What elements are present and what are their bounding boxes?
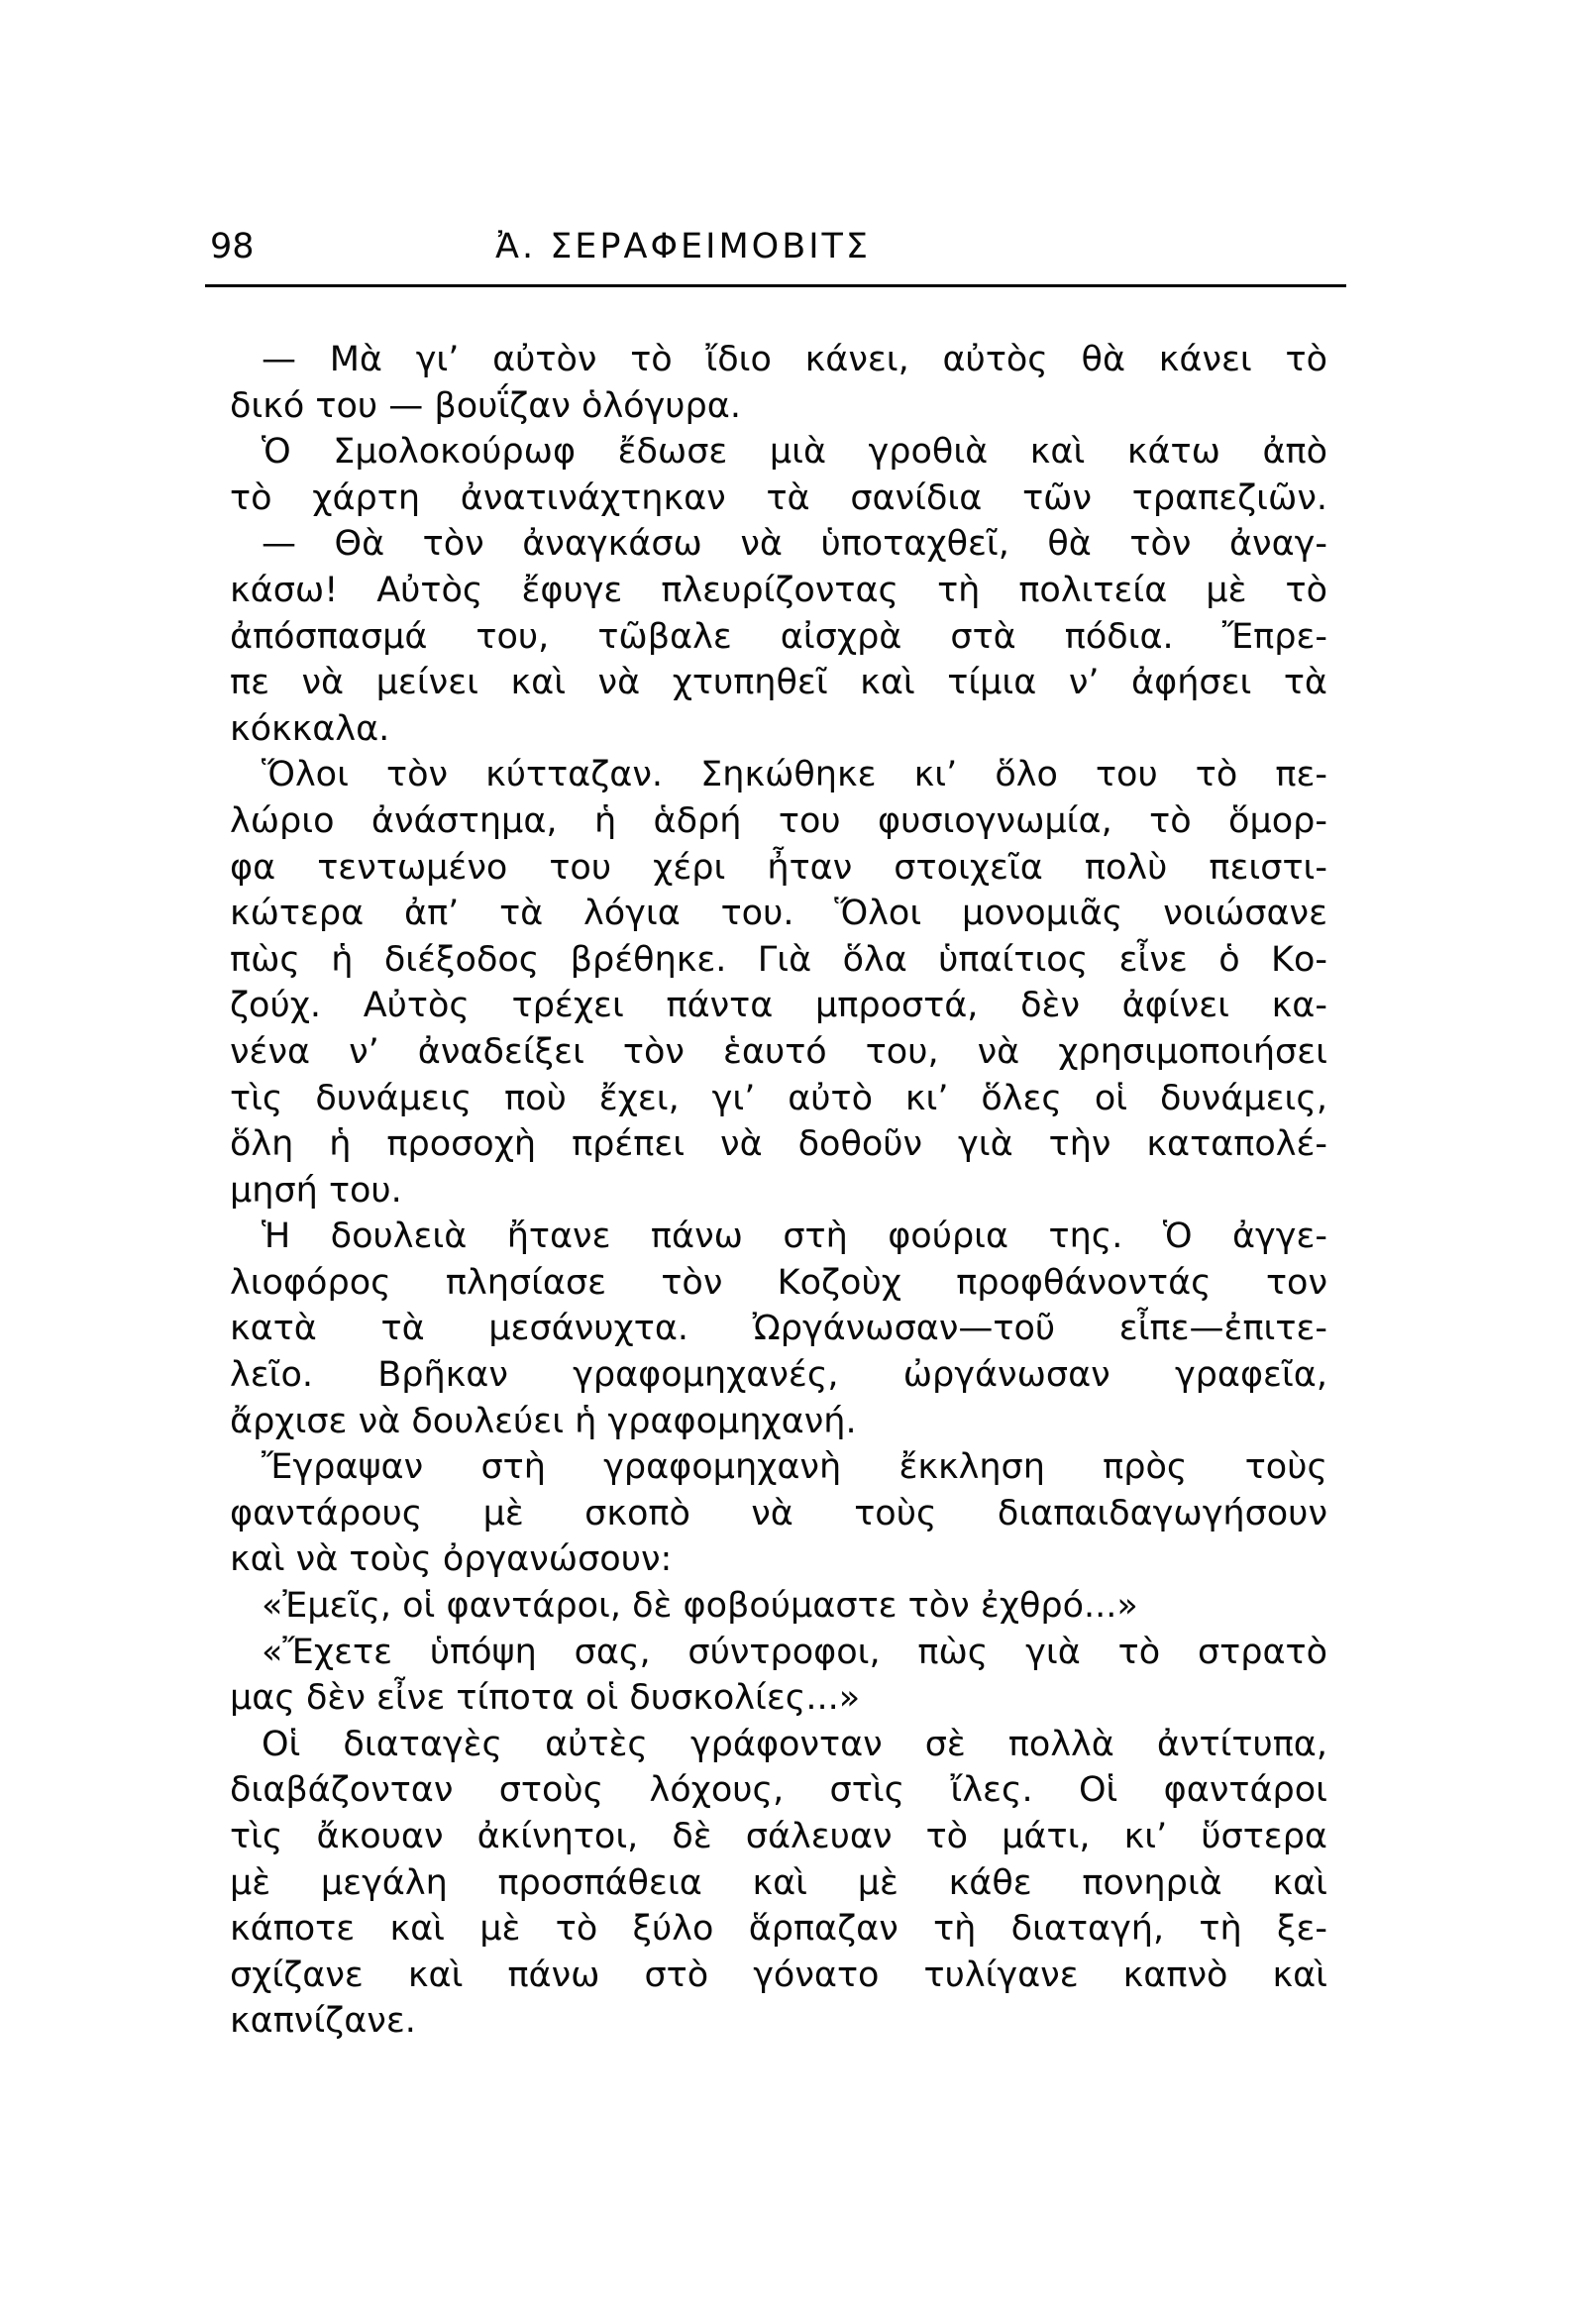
text-line: πὼς ἡ διέξοδος βρέθηκε. Γιὰ ὅλα ὑπαίτιος εἶνε ὁ Κο-: [230, 939, 1327, 980]
text-line: καὶ νὰ τοὺς ὀργανώσουν:: [230, 1539, 673, 1580]
text-line: «Ἔχετε ὑπόψη σας, σύντροφοι, πὼς γιὰ τὸ στρατὸ: [262, 1632, 1327, 1672]
paragraph: [230, 1444, 1327, 1583]
text-line: τὶς δυνάμεις ποὺ ἔχει, γι’ αὐτὸ κι’ ὅλες οἱ δυνάμεις,: [230, 1078, 1327, 1118]
text-line: — Θὰ τὸν ἀναγκάσω νὰ ὑποταχθεῖ, θὰ τὸν ἀναγ-: [262, 524, 1327, 565]
text-line: ἀπόσπασμά του, τῶβαλε αἰσχρὰ στὰ πόδια. Ἔπρε-: [230, 616, 1327, 657]
paragraph: [230, 1722, 1327, 2045]
text-line: κώτερα ἀπ’ τὰ λόγια του. Ὅλοι μονομιᾶς νοιώσανε: [230, 894, 1327, 934]
text-line: μὲ μεγάλη προσπάθεια καὶ μὲ κάθε πονηριὰ καὶ: [230, 1862, 1327, 1903]
paragraph: [230, 1583, 1327, 1630]
text-line: ἄρχισε νὰ δουλεύει ἡ γραφομηχανή.: [230, 1401, 857, 1441]
text-line: διαβάζονταν στοὺς λόχους, στὶς ἴλες. Οἱ φαντάροι: [230, 1770, 1327, 1811]
text-line: τὸ χάρτη ἀνατινάχτηκαν τὰ σανίδια τῶν τραπεζιῶν.: [230, 477, 1327, 518]
text-line: Οἱ διαταγὲς αὐτὲς γράφονταν σὲ πολλὰ ἀντίτυπα,: [262, 1724, 1327, 1764]
text-line: νένα ν’ ἀναδείξει τὸν ἑαυτό του, νὰ χρησιμοποιήσει: [230, 1031, 1327, 1072]
paragraph: [230, 1630, 1327, 1722]
text-line: Ἡ δουλειὰ ἤτανε πάνω στὴ φούρια της. Ὁ ἀγγε-: [262, 1216, 1327, 1257]
text-line: φα τεντωμένο του χέρι ἦταν στοιχεῖα πολὺ πειστι-: [230, 847, 1327, 888]
text-line: τὶς ἄκουαν ἀκίνητοι, δὲ σάλευαν τὸ μάτι, κι’ ὕστερα: [230, 1817, 1327, 1856]
text-line: Ὅλοι τὸν κύτταζαν. Σηκώθηκε κι’ ὅλο του τὸ πε-: [262, 755, 1327, 795]
text-line: ὅλη ἡ προσοχὴ πρέπει νὰ δοθοῦν γιὰ τὴν καταπολέ-: [230, 1124, 1327, 1165]
body-text: [230, 337, 1327, 2045]
text-line: κατὰ τὰ μεσάνυχτα. Ὠργάνωσαν—τοῦ εἶπε—ἐπιτε-: [230, 1309, 1327, 1349]
text-line: ζούχ. Αὐτὸς τρέχει πάντα μπροστά, δὲν ἀφίνει κα-: [230, 986, 1327, 1026]
text-line: κάσω! Αὐτὸς ἔφυγε πλευρίζοντας τὴ πολιτεία μὲ τὸ: [230, 570, 1327, 610]
paragraph: [230, 337, 1327, 429]
paragraph: [230, 752, 1327, 1214]
text-line: μας δὲν εἶνε τίποτα οἱ δυσκολίες...»: [230, 1678, 861, 1719]
page-header: [0, 223, 1585, 270]
paragraph: [230, 1214, 1327, 1444]
text-line: σχίζανε καὶ πάνω στὸ γόνατο τυλίγανε καπνὸ καὶ: [230, 1954, 1327, 1995]
text-line: Ὁ Σμολοκούρωφ ἔδωσε μιὰ γροθιὰ καὶ κάτω ἀπὸ: [262, 432, 1327, 473]
text-line: φαντάρους μὲ σκοπὸ νὰ τοὺς διαπαιδαγωγήσουν: [230, 1493, 1327, 1533]
text-line: Ἔγραψαν στὴ γραφομηχανὴ ἔκκληση πρὸς τοὺς: [262, 1447, 1327, 1488]
text-line: «Ἐμεῖς, οἱ φαντάροι, δὲ φοβούμαστε τὸν ἐχθρό...»: [262, 1586, 1138, 1627]
text-line: πε νὰ μείνει καὶ νὰ χτυπηθεῖ καὶ τίμια ν’ ἀφήσει τὰ: [230, 663, 1327, 703]
text-line: καπνίζανε.: [230, 2001, 416, 2042]
header-rule: [205, 284, 1346, 287]
text-line: — Μὰ γι’ αὐτὸν τὸ ἴδιο κάνει, αὐτὸς θὰ κάνει τὸ: [262, 340, 1327, 379]
text-line: λεῖο. Βρῆκαν γραφομηχανές, ὠργάνωσαν γραφεῖα,: [230, 1355, 1327, 1396]
text-line: λώριο ἀνάστημα, ἡ ἁδρή του φυσιογνωμία, τὸ ὅμορ-: [230, 800, 1327, 841]
text-line: κάποτε καὶ μὲ τὸ ξύλο ἅρπαζαν τὴ διαταγή, τὴ ξε-: [230, 1909, 1327, 1950]
text-line: κόκκαλα.: [230, 708, 390, 749]
paragraph: [230, 521, 1327, 752]
page-number: 98: [210, 227, 255, 266]
text-line: μησή του.: [230, 1170, 402, 1211]
running-title: Ἀ. ΣΕΡΑΦΕΙΜΟΒΙΤΣ: [495, 227, 872, 266]
paragraph: [230, 429, 1327, 521]
text-line: λιοφόρος πλησίασε τὸν Κοζοὺχ προφθάνοντάς τον: [230, 1262, 1327, 1303]
text-line: δικό του — βουΐζαν ὁλόγυρα.: [230, 385, 741, 426]
